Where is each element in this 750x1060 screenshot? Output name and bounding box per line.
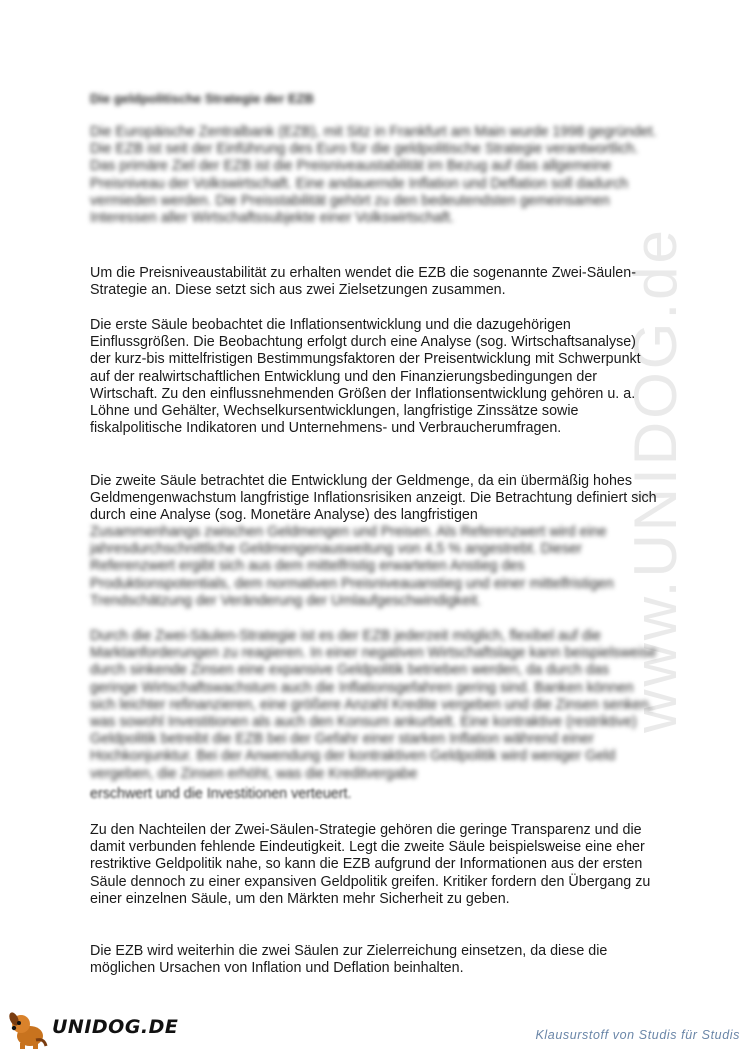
watermark: www.UNIDOG.de	[622, 227, 689, 733]
footer-logo	[6, 1010, 179, 1050]
paragraph-second-pillar-continued: Zusammenhangs zwischen Geldmengen und Preisen. Als Referenzwert wird eine jahresdurchschnittliche Geldmengenausweitung von 4,5 % angestrebt. Dieser Referenzwert ergibt sich aus dem mittelfristig erwarteten Anstieg des Produktionspotentials, dem normativen Preisniveauanstieg und einer mittelfristigen Trendschätzung der Veränderung der Umlaufgeschwindigkeit.	[90, 524, 614, 609]
paragraph-first-pillar: Die erste Säule beobachtet die Inflationsentwicklung und die dazugehörigen Einflussgrößen. Die Beobachtung erfolgt durch eine Analyse (sog. Wirtschaftsanalyse) der kurz-bis mittelfristigen Bestimmungsfaktoren der Preisentwicklung mit Schwerpunkt auf der realwirtschaftlichen Entwicklung und den Finanzierungsbedingungen der Wirtschaft. Zu den einflussnehmenden Größen der Inflationsentwicklung gehören u. a. Löhne und Gehälter, Wechselkursentwicklungen, langfristige Zinssätze sowie fiskalpolitische Indikatoren und Unternehmens- und Verbraucherumfragen.	[90, 317, 641, 437]
paragraph-intro: Die Europäische Zentralbank (EZB), mit Sitz in Frankfurt am Main wurde 1998 gegründet. Die EZB ist seit der Einführung des Euro für die geldpolitische Strategie verantwortlich. Das primäre Ziel der EZB ist die Preisniveaustabilität im Bezug auf das allgemeine Preisniveau der Volkswirtschaft. Eine andauernde Inflation und Deflation soll dadurch vermieden werden. Die Preisstabilität gehört zu den bedeutendsten gemeinsamen Interessen aller Wirtschaftssubjekte einer Volkswirtschaft.	[90, 124, 657, 227]
paragraph-flexibility-end: erschwert und die Investitionen verteuert.	[90, 786, 352, 802]
paragraph-second-pillar: Die zweite Säule betrachtet die Entwicklung der Geldmenge, da ein übermäßig hohes Geldmengenwachstum langfristige Inflationsrisiken anzeigt. Die Betrachtung definiert sich durch eine Analyse (sog. Monetäre Analyse) des langfristigen	[90, 473, 657, 524]
document-title: Die geldpolitische Strategie der EZB	[90, 91, 314, 106]
paragraph-conclusion: Die EZB wird weiterhin die zwei Säulen zur Zielerreichung einsetzen, da diese die möglichen Ursachen von Inflation und Deflation beinhalten.	[90, 943, 608, 977]
paragraph-flexibility: Durch die Zwei-Säulen-Strategie ist es der EZB jederzeit möglich, flexibel auf die Marktanforderungen zu reagieren. In einer negativen Wirtschaftslage kann beispielsweise durch sinkende Zinsen eine expansive Geldpolitik betrieben werden, da durch das geringe Wirtschaftswachstum auch die Inflationsgefahren gering sind. Banken können sich leichter refinanzieren, eine größere Anzahl Kredite vergeben und die Zinsen senken, was sowohl Investitionen als auch den Konsum ankurbelt. Eine kontraktive (restriktive) Geldpolitik betreibt die EZB bei der Gefahr einer starken Inflation während einer Hochkonjunktur. Bei der Anwendung der kontraktiven Geldpolitik wird weniger Geld vergeben, die Zinsen erhöht, was die Kreditvergabe	[90, 628, 657, 782]
logo-text: UNIDOG.DE	[52, 1016, 179, 1038]
paragraph-disadvantages: Zu den Nachteilen der Zwei-Säulen-Strategie gehören die geringe Transparenz und die damit verbunden fehlende Eindeutigkeit. Legt die zweite Säule beispielsweise eine eher restriktive Geldpolitik nahe, so kann die EZB aufgrund der Informationen aus der ersten Säule dennoch zu einer expansiven Geldpolitik greifen. Kritiker fordern den Übergang zu einer einzelnen Säule, um den Märkten mehr Sicherheit zu geben.	[90, 822, 651, 907]
dog-mascot-icon	[6, 1010, 50, 1055]
paragraph-strategy: Um die Preisniveaustabilität zu erhalten wendet die EZB die sogenannte Zwei-Säulen-Strategie an. Diese setzt sich aus zwei Zielsetzungen zusammen.	[90, 265, 636, 299]
footer-tagline: Klausurstoff von Studis für Studis	[535, 1028, 740, 1042]
